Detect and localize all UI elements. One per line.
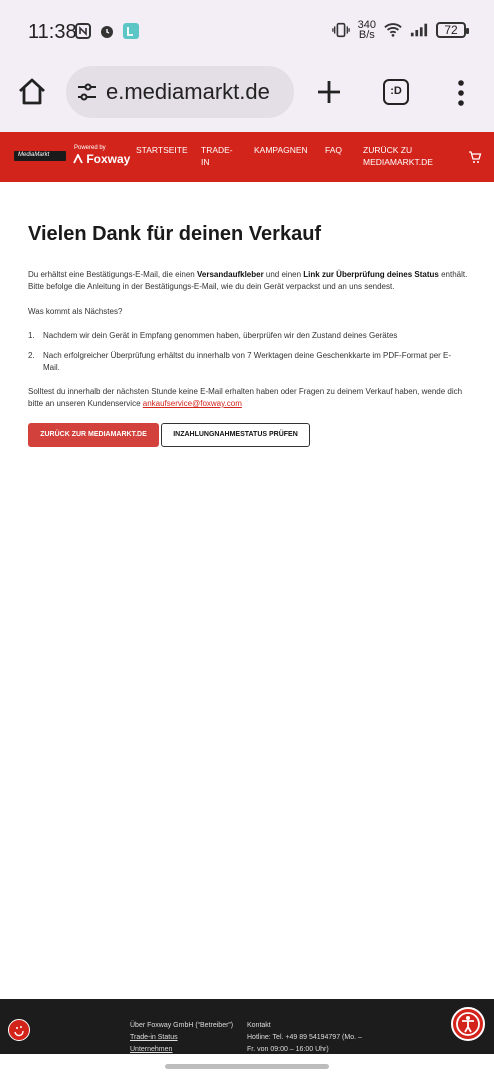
nav-label: ZURÜCK ZU (363, 145, 413, 155)
app-icon (122, 22, 140, 40)
home-icon[interactable] (16, 76, 50, 110)
nav-label: KAMPAGNEN (254, 145, 308, 155)
wifi-icon (384, 21, 402, 39)
more-menu-icon[interactable] (454, 79, 468, 107)
nav-label-2: IN (201, 157, 210, 167)
site-settings-icon[interactable] (76, 81, 98, 103)
support-paragraph (28, 386, 468, 410)
nav-label: TRADE- (201, 145, 233, 155)
back-to-mediamarkt-button[interactable]: ZURÜCK ZUR MEDIAMARKT.DE (28, 423, 159, 447)
intro-paragraph (28, 269, 468, 293)
network-speed-unit: B/s (358, 29, 375, 41)
trade-in-status-button[interactable]: INZAHLUNGNAHMESTATUS PRÜFEN (161, 423, 310, 447)
site-header (0, 132, 494, 182)
footer-column-company (130, 1020, 233, 1056)
support-email-link[interactable]: ankaufservice@foxway.com (142, 399, 242, 408)
nav-back-to-mediamarkt[interactable] (363, 144, 433, 168)
powered-by-label: Powered by (74, 145, 106, 151)
new-tab-icon[interactable] (314, 77, 344, 107)
footer-about-text: Über Foxway GmbH (“Betreiber”) (130, 1022, 234, 1029)
accessibility-icon[interactable] (451, 1007, 485, 1041)
nav-label-2: MEDIAMARKT.DE (363, 157, 433, 167)
list-text: Nachdem wir dein Gerät in Empfang genommen haben, überprüfen wir den Zustand deines Gerätes (43, 331, 398, 340)
nfc-icon (74, 22, 92, 40)
url-text: e.mediamarkt.de (106, 79, 270, 104)
intro-bold-1: Versandaufkleber (196, 270, 264, 279)
support-text: Solltest du innerhalb der nächsten Stunde keine E-Mail erhalten haben oder Fragen zu deinem Verkauf haben, wende dich bitte an unseren Kundenservice (28, 387, 463, 408)
intro-text-1: Du erhältst eine Bestätigungs-E-Mail, die einen (28, 270, 197, 279)
foxway-logo-text: Foxway (86, 152, 131, 166)
browser-toolbar (0, 66, 494, 132)
next-steps-heading: Was kommt als Nächstes? (28, 307, 123, 316)
page-title: Vielen Dank für deinen Verkauf (28, 223, 322, 245)
status-time: 11:38 (28, 21, 77, 43)
mediamarkt-logo-text: MediaMarkt (18, 152, 50, 158)
navigation-gesture-area (0, 1054, 494, 1080)
battery-icon: 72 (436, 22, 466, 38)
vibrate-icon (332, 21, 350, 39)
footer-hotline-line-1: Hotline: Tel. +49 89 54194797 (Mo. – (247, 1034, 362, 1041)
footer-link-trade-in-status[interactable]: Trade-in Status (130, 1034, 178, 1041)
nav-startseite[interactable] (136, 144, 188, 156)
intro-text-3: enthält. Bitte befolge die Anleitung in der Bestätigungs-E-Mail, wie du dein Gerät verpackst und an uns sendest. (28, 270, 468, 291)
nav-label: STARTSEITE (136, 145, 188, 155)
footer-contact-title: Kontakt (247, 1022, 271, 1029)
footer-column-contact (247, 1020, 362, 1056)
system-icons (332, 20, 466, 40)
address-bar[interactable] (66, 66, 294, 118)
nav-kampagnen[interactable] (254, 144, 308, 156)
network-speed-value: 340 (357, 19, 376, 31)
site-footer (0, 999, 494, 1054)
intro-text-2: und einen (263, 270, 304, 279)
cookie-settings-icon[interactable] (8, 1019, 30, 1041)
signal-icon (410, 21, 428, 39)
nav-faq[interactable] (325, 144, 342, 156)
network-speed (358, 20, 376, 40)
nav-trade-in[interactable] (201, 144, 233, 168)
cart-icon[interactable] (468, 150, 482, 164)
status-bar (0, 0, 494, 66)
list-number: 2. (28, 351, 35, 360)
tab-switcher-button[interactable]: :D (383, 79, 409, 105)
alarm-icon (98, 22, 116, 40)
gesture-handle[interactable] (165, 1064, 329, 1069)
list-text: Nach erfolgreicher Überprüfung erhältst du innerhalb von 7 Werktagen deine Geschenkkarte im PDF-Format per E-Mail. (43, 351, 452, 372)
foxway-logo[interactable] (73, 152, 130, 166)
intro-bold-2: Link zur Überprüfung deines Status (303, 270, 439, 279)
footer-link-company[interactable]: Unternehmen (130, 1046, 173, 1053)
footer-hotline-line-2: Fr. von 09:00 – 16:00 Uhr) (247, 1046, 329, 1053)
list-number: 1. (28, 331, 35, 340)
nav-label: FAQ (325, 145, 343, 155)
notification-icons (74, 22, 140, 40)
